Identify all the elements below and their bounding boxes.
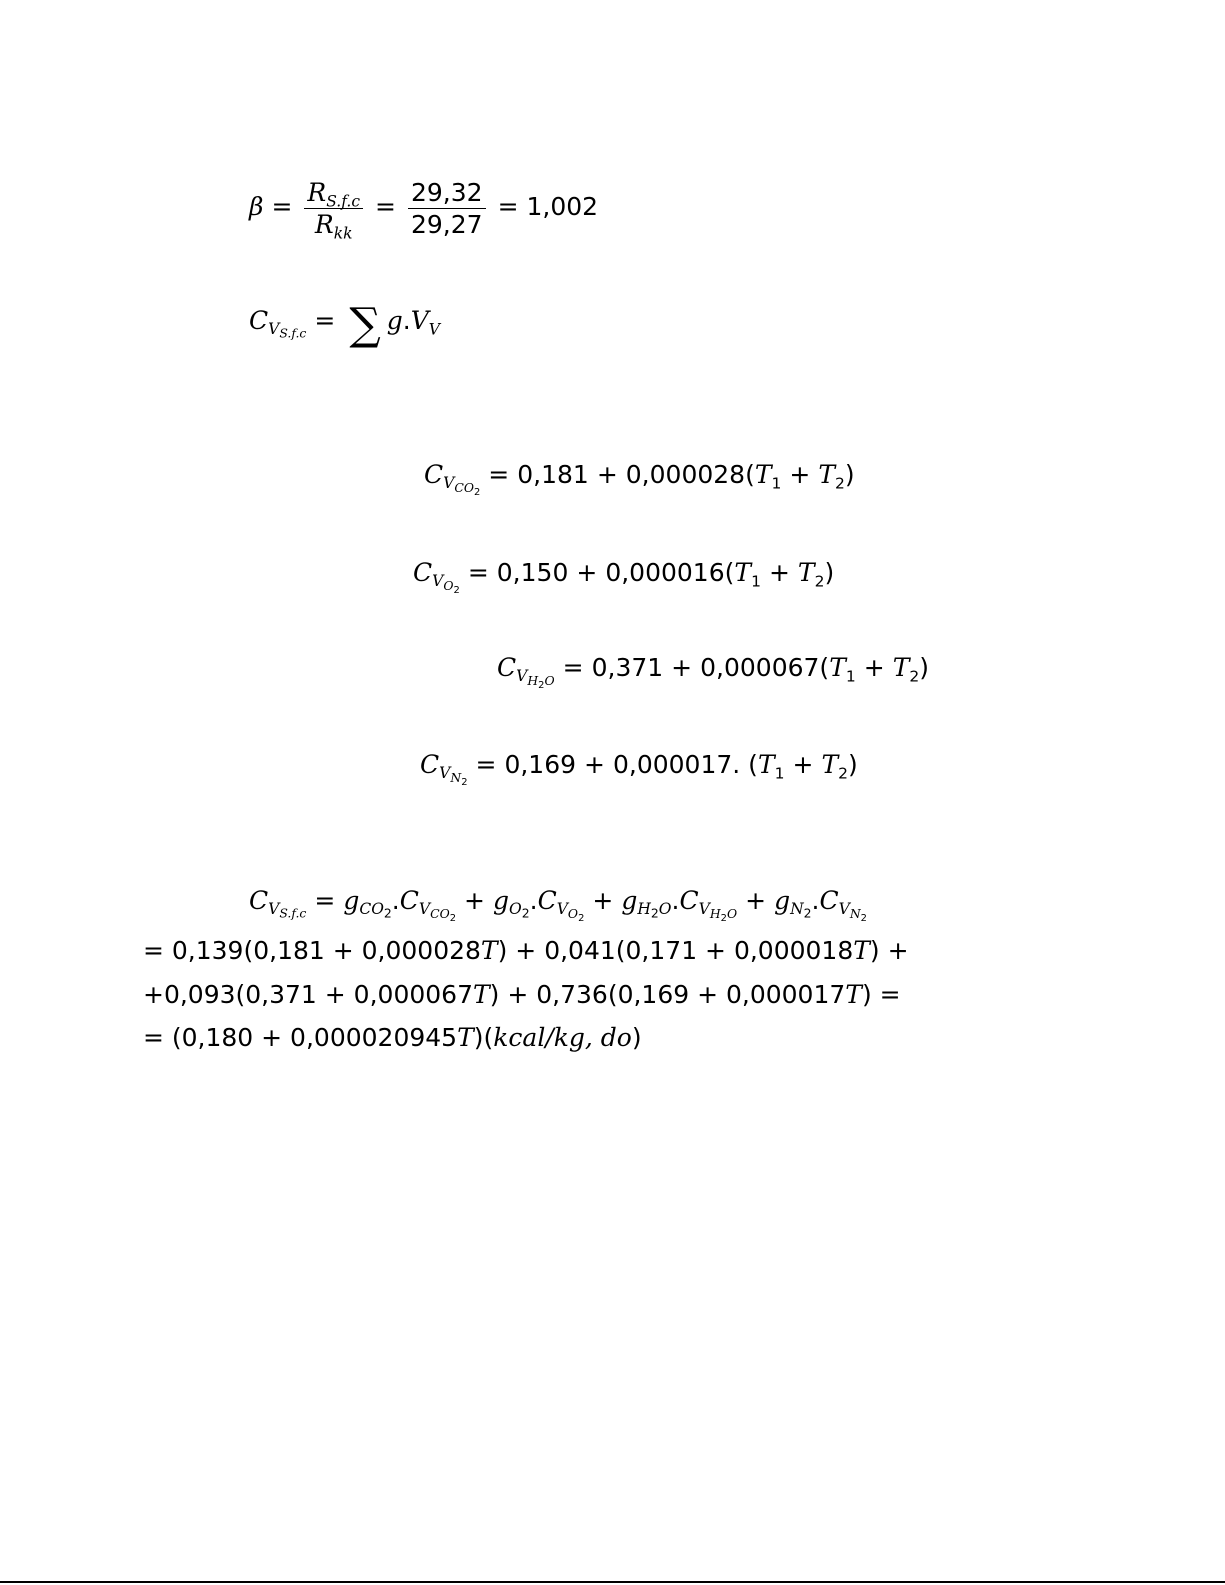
gas-constant-ratio: $\frac{R_{S.f.c}}{R_{kk}}$ [304, 180, 363, 237]
heat-capacity-h2o-equation: $C_{V_{H_2O}} = 0,371 + 0,000067(T_1 + T_2)$ [497, 653, 930, 692]
summation-sign: ∑ [349, 299, 381, 350]
total-heat-capacity-line-2: = 0,139(0,181 + 0,000028T) + 0,041(0,171 + 0,000018T) + [143, 936, 909, 965]
heat-capacity-n2-equation: $C_{V_{N_2}}= 0,169 + 0,000017$. $(T_1 + T_2)$ [420, 750, 858, 789]
heat-capacity-o2-equation: $C_{V_{O_2}}= 0,150 + 0,000016(T_1 + T_2)$ [413, 558, 835, 597]
total-heat-capacity-result: = (0,180 + 0,000020945T)(kcal/kg, do) [143, 1023, 642, 1052]
total-heat-capacity-line-1: $C_{V_{S.f.c}} = g_{CO_2}.C_{V_{CO_2}}+ g_{O_2}.C_{V_{O_2}}+ g_{H_2O}.C_{V_{H_2O}} + g_{N_2}.C_{V_{N_2}}$ [249, 886, 867, 925]
heat-capacity-co2-equation: $C_{V_{CO_2}}= 0,181 + 0,000028(T_1 + T_2)$ [424, 460, 855, 499]
cv-sum-equation: $C_{V_{S.f.c}}$ = ∑ $g.V_V$ [249, 299, 440, 350]
numeric-ratio: $\frac{29,32}{29,27}$ [408, 180, 486, 237]
beta-equation: β = $\frac{R_{S.f.c}}{R_{kk}}$ = $\frac{29,32}{29,27}$ = 1,002 [249, 178, 599, 243]
beta-symbol: β [249, 192, 264, 221]
page-bottom-rule [0, 1581, 1225, 1583]
unit-label: kcal/kg, do [493, 1023, 632, 1052]
beta-result: 1,002 [526, 192, 599, 221]
total-heat-capacity-line-3: +0,093(0,371 + 0,000067T) + 0,736(0,169 + 0,000017T) = [143, 980, 901, 1009]
